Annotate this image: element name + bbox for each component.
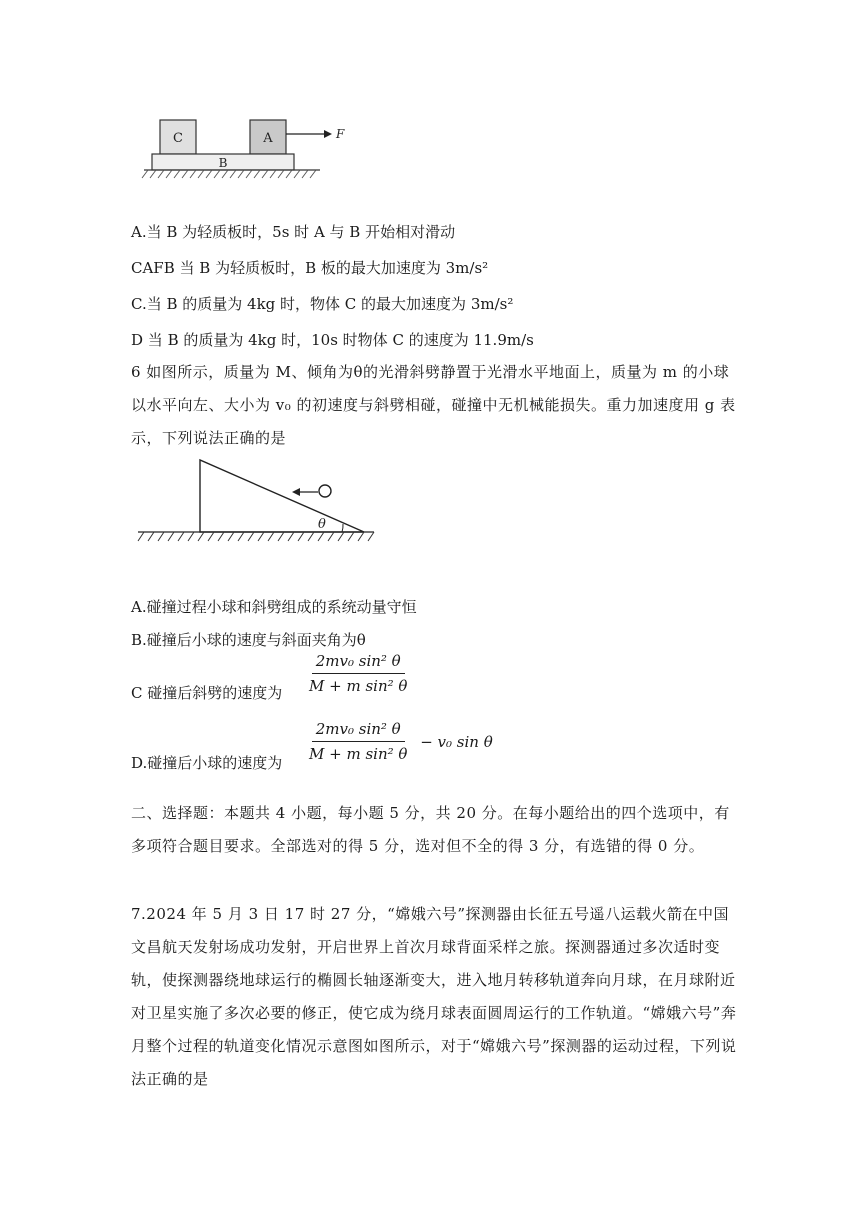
q5-option-b: CAFB 当 B 为轻质板时，B 板的最大加速度为 3m/s² xyxy=(131,259,489,277)
ball xyxy=(319,485,331,497)
q6-formula-d xyxy=(305,720,493,763)
angle-label: θ xyxy=(318,517,326,532)
q6-formula-d-tail: − v₀ sin θ xyxy=(420,732,493,751)
q6-stem: 6 如图所示，质量为 M、倾角为θ的光滑斜劈静置于光滑水平地面上，质量为 m 的小球以水平向左、大小为 v₀ 的初速度与斜劈相碰，碰撞中无机械能损失。重力加速度用 g 表示，下列说法正确的是 xyxy=(131,363,736,447)
section2-heading: 二、选择题：本题共 4 小题，每小题 5 分，共 20 分。在每小题给出的四个选项中，有多项符合题目要求。全部选对的得 5 分，选对但不全的得 3 分，有选错的得 0 分。 xyxy=(131,804,730,855)
ground-hatch xyxy=(142,170,316,178)
blocks-figure xyxy=(128,110,358,185)
angle-arc xyxy=(342,524,343,532)
q6-option-d: D.碰撞后小球的速度为 xyxy=(131,754,283,772)
q6-formula-d-numerator: 2mv₀ sin² θ xyxy=(312,720,405,742)
q5-option-a: A.当 B 为轻质板时，5s 时 A 与 B 开始相对滑动 xyxy=(131,223,456,241)
q6-formula-c-denominator: M + m sin² θ xyxy=(309,677,408,695)
q5-option-c: C.当 B 的质量为 4kg 时，物体 C 的最大加速度为 3m/s² xyxy=(131,295,514,313)
q6-option-a: A.碰撞过程小球和斜劈组成的系统动量守恒 xyxy=(131,598,417,616)
block-c-label: C xyxy=(173,131,183,146)
q7-stem: 7.2024 年 5 月 3 日 17 时 27 分，“嫦娥六号”探测器由长征五号遥八运载火箭在中国文昌航天发射场成功发射，开启世界上首次月球背面采样之旅。探测器通过多次适时变轨，使探测器绕地球运行的椭圆长轴逐渐变大，进入地月转移轨道奔向月球，在月球附近对卫星实施了多次必要的修正，使它成为绕月球表面圆周运行的工作轨道。“嫦娥六号”奔月整个过程的轨道变化情况示意图如图所示，对于“嫦娥六号”探测器的运动过程，下列说法正确的是 xyxy=(131,905,737,1088)
q6-formula-d-denominator: M + m sin² θ xyxy=(309,745,408,763)
q5-option-d: D 当 B 的质量为 4kg 时，10s 时物体 C 的速度为 11.9m/s xyxy=(131,331,534,349)
ball-velocity-arrowhead xyxy=(292,488,300,496)
wedge xyxy=(200,460,364,532)
board-b-label: B xyxy=(218,156,228,170)
force-arrowhead xyxy=(324,130,332,138)
force-label: F xyxy=(336,127,345,141)
wedge-figure xyxy=(128,450,388,550)
block-a-label: A xyxy=(263,131,273,146)
q6-formula-c xyxy=(305,652,411,695)
wedge-ground-hatch xyxy=(138,532,374,541)
q6-formula-c-numerator: 2mv₀ sin² θ xyxy=(312,652,405,674)
q6-option-b: B.碰撞后小球的速度与斜面夹角为θ xyxy=(131,631,366,649)
q6-option-c: C 碰撞后斜劈的速度为 xyxy=(131,684,283,702)
